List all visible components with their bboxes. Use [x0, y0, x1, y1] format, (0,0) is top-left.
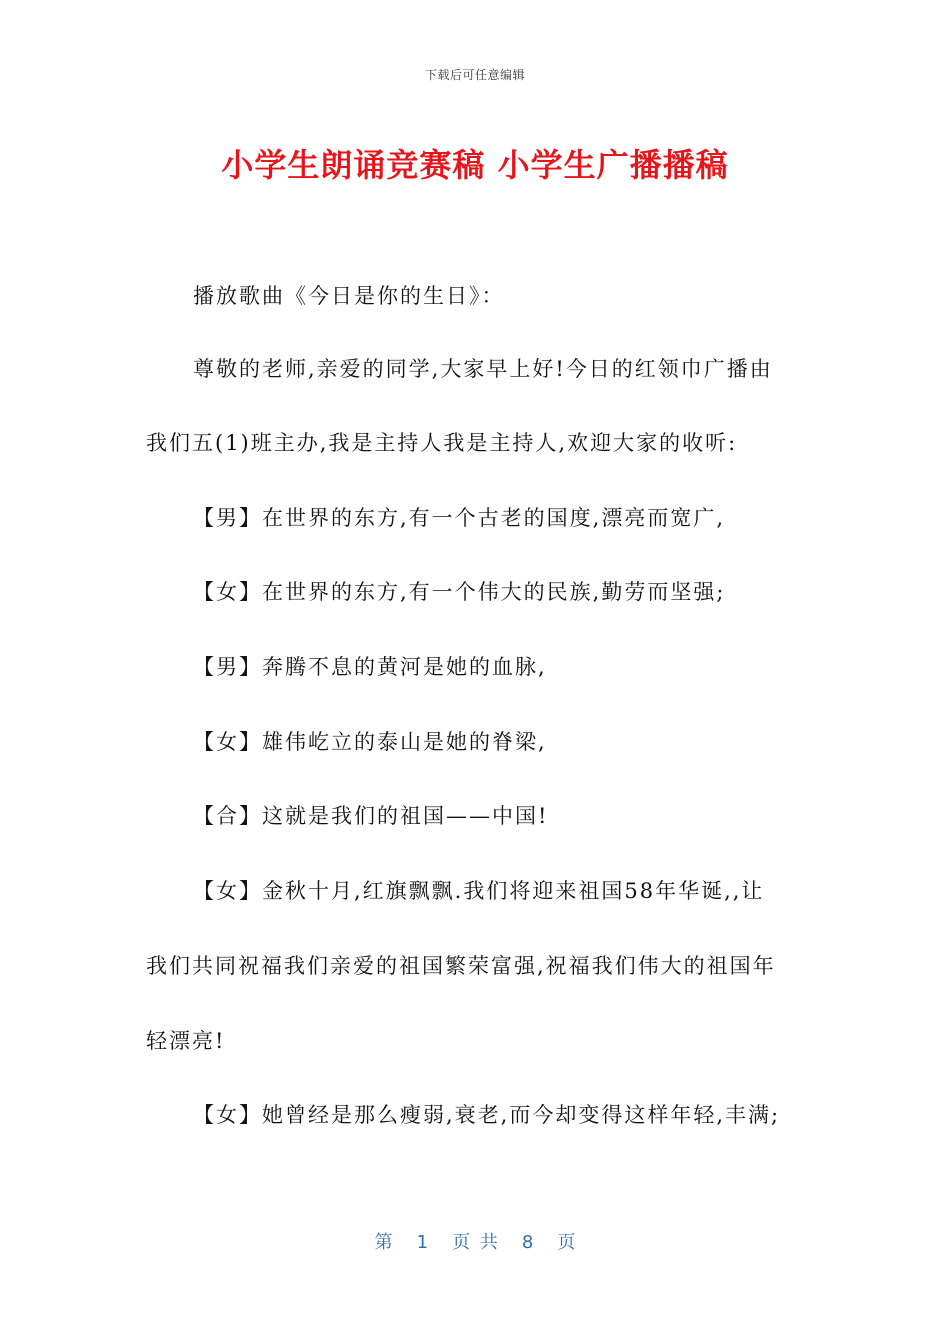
document-title: 小学生朗诵竞赛稿 小学生广播播稿: [221, 146, 729, 184]
paragraph-line: 尊敬的老师,亲爱的同学,大家早上好!今日的红领巾广播由: [193, 357, 773, 381]
footer-di: 第: [374, 1232, 393, 1253]
paragraph-line: 播放歌曲《今日是你的生日》：: [193, 284, 505, 308]
paragraph-line: 【女】在世界的东方,有一个伟大的民族,勤劳而坚强;: [193, 580, 726, 604]
paragraph-line: 轻漂亮!: [146, 1029, 226, 1053]
footer-total-pages: 8: [521, 1232, 534, 1253]
page-footer: [0, 1228, 950, 1254]
footer-ye: 页: [557, 1232, 576, 1253]
paragraph-line: 【女】她曾经是那么瘦弱,衰老,而今却变得这样年轻,丰满;: [193, 1103, 781, 1127]
paragraph-line: 【女】金秋十月,红旗飘飘.我们将迎来祖国58年华诞,,让: [193, 879, 765, 903]
header-note: 下载后可任意编辑: [424, 68, 525, 82]
footer-ye-gong: 页 共: [452, 1232, 498, 1253]
paragraph-line: 【合】这就是我们的祖国——中国!: [193, 804, 549, 828]
footer-page-number: 1: [416, 1232, 429, 1253]
paragraph-line: 【男】奔腾不息的黄河是她的血脉,: [193, 655, 547, 679]
paragraph-line: 我们五(1)班主办,我是主持人我是主持人,欢迎大家的收听:: [146, 431, 738, 455]
paragraph-line: 我们共同祝福我们亲爱的祖国繁荣富强,祝福我们伟大的祖国年: [146, 954, 776, 978]
paragraph-line: 【男】在世界的东方,有一个古老的国度,漂亮而宽广,: [193, 506, 726, 530]
paragraph-line: 【女】雄伟屹立的泰山是她的脊梁,: [193, 730, 547, 754]
